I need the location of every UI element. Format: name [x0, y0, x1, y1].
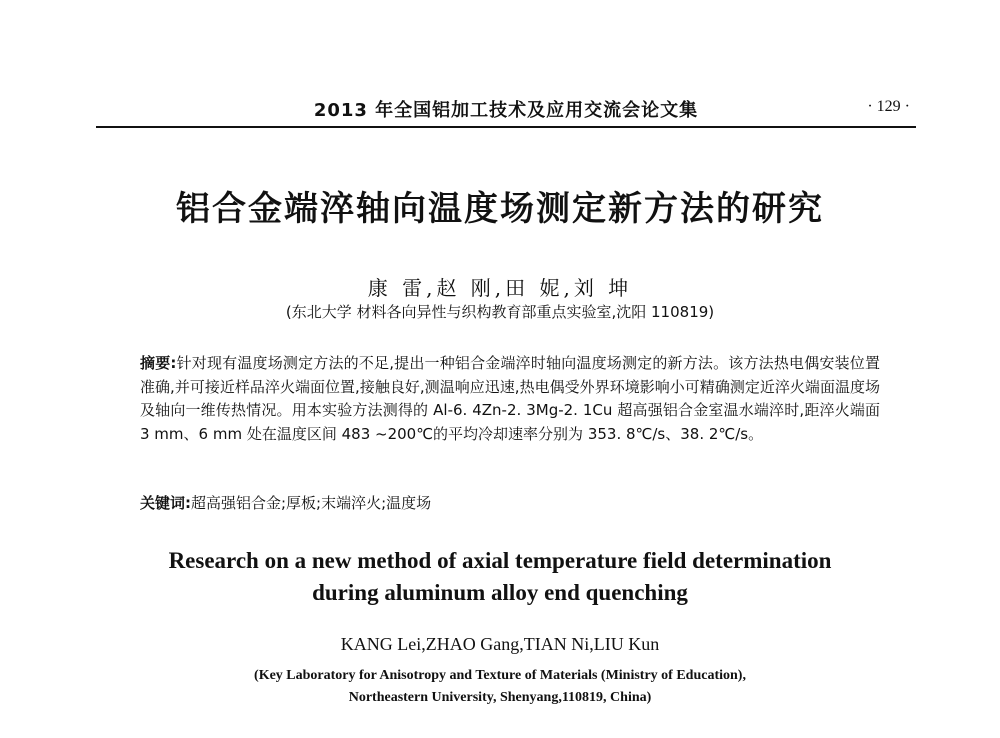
abstract-text: 针对现有温度场测定方法的不足,提出一种铝合金端淬时轴向温度场测定的新方法。该方法热电偶安装位置准确,并可接近样品淬火端面位置,接触良好,测温响应迅速,热电偶受外界环境影响小可精确测定近淬火端面温度场及轴向一维传热情况。用本实验方法测得的 Al-6. 4Zn-2. 3Mg-2. 1Cu 超高强铝合金室温水端淬时,距淬火端面 3 mm、6 mm 处在温度区间 483 ~200℃的平均冷却速率分别为 353. 8℃/s、38. 2℃/s。 [140, 354, 880, 443]
affiliation-en-line-1: (Key Laboratory for Anisotropy and Texture of Materials (Ministry of Education), [254, 668, 746, 683]
page-number: · 129 · [867, 98, 910, 115]
affiliation-en [0, 665, 1000, 709]
affiliation-en-line-2: Northeastern University, Shenyang,110819, China) [348, 690, 652, 705]
keywords-zh [140, 492, 880, 513]
authors-en: KANG Lei,ZHAO Gang,TIAN Ni,LIU Kun [340, 634, 660, 654]
paper-title-en [0, 545, 1000, 609]
authors-zh: 康 雷,赵 刚,田 妮,刘 坤 [367, 276, 633, 300]
keywords-text: 超高强铝合金;厚板;末端淬火;温度场 [191, 494, 432, 512]
abstract-label: 摘要: [140, 354, 177, 372]
affiliation-zh: (东北大学 材料各向异性与织构教育部重点实验室,沈阳 110819) [285, 303, 715, 321]
paper-title-zh: 铝合金端淬轴向温度场测定新方法的研究 [176, 189, 824, 229]
abstract-zh [140, 352, 880, 446]
title-en-line-2: during aluminum alloy end quenching [312, 580, 688, 605]
journal-title: 2013 年全国铝加工技术及应用交流会论文集 [313, 100, 699, 121]
keywords-label: 关键词: [140, 494, 191, 512]
running-header [96, 92, 916, 128]
title-en-line-1: Research on a new method of axial temperature field determination [168, 548, 832, 573]
